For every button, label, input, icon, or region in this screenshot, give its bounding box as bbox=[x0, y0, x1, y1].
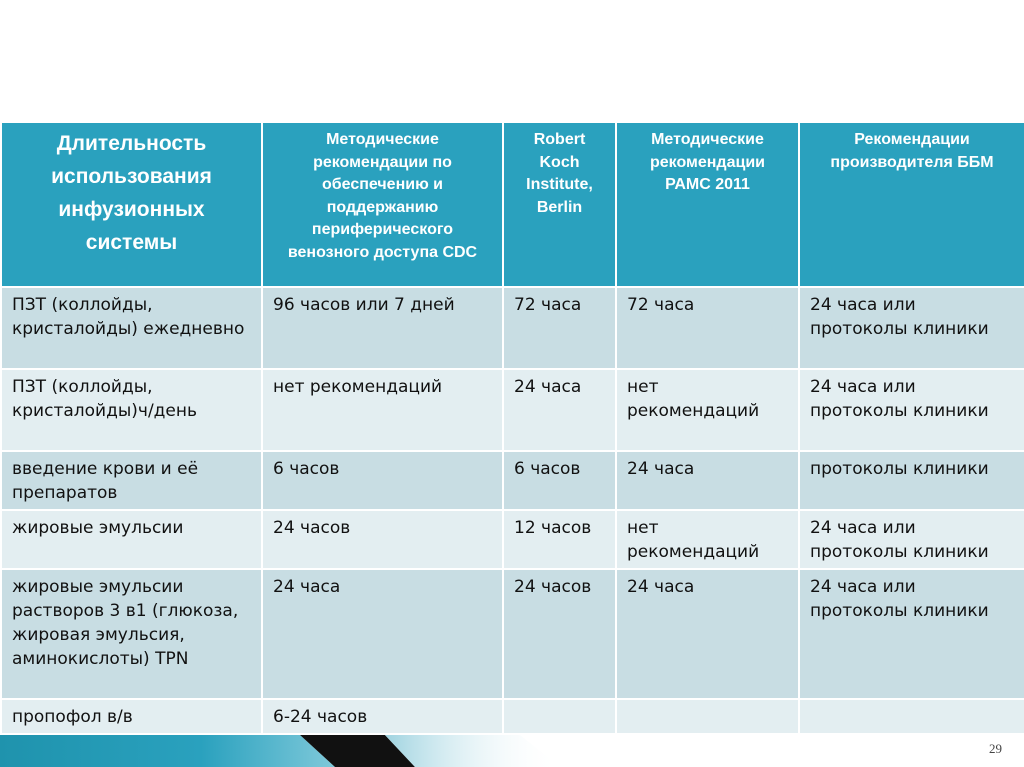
cell-bbm: 24 часа или протоколы клиники bbox=[799, 569, 1024, 699]
cell-rams: 24 часа bbox=[616, 569, 799, 699]
footer-decoration bbox=[0, 731, 1024, 767]
table-row bbox=[1, 510, 1024, 569]
table-row bbox=[1, 451, 1024, 510]
cell-rams: нет рекомендаций bbox=[616, 369, 799, 451]
cell-cdc: нет рекомендаций bbox=[262, 369, 503, 451]
cell-rki: 6 часов bbox=[503, 451, 616, 510]
cell-name: жировые эмульсии растворов 3 в1 (глюкоза, жировая эмульсия, аминокислоты) TPN bbox=[1, 569, 262, 699]
cell-name: введение крови и её препаратов bbox=[1, 451, 262, 510]
cell-name: жировые эмульсии bbox=[1, 510, 262, 569]
infusion-duration-table bbox=[0, 121, 1024, 735]
table-row bbox=[1, 569, 1024, 699]
table-row bbox=[1, 369, 1024, 451]
cell-bbm bbox=[799, 699, 1024, 734]
header-duration: Длительность использования инфузионных системы bbox=[1, 122, 262, 287]
header-rams: Методические рекомендации РАМС 2011 bbox=[616, 122, 799, 287]
cell-cdc: 24 часов bbox=[262, 510, 503, 569]
cell-rki: 12 часов bbox=[503, 510, 616, 569]
table-header-row bbox=[1, 122, 1024, 287]
cell-name: ПЗТ (коллойды, кристалойды)ч/день bbox=[1, 369, 262, 451]
cell-cdc: 6-24 часов bbox=[262, 699, 503, 734]
header-cdc: Методические рекомендации по обеспечению и поддержанию периферического венозного доступа CDC bbox=[262, 122, 503, 287]
cell-name: ПЗТ (коллойды, кристалойды) ежедневно bbox=[1, 287, 262, 369]
cell-rki bbox=[503, 699, 616, 734]
cell-cdc: 24 часа bbox=[262, 569, 503, 699]
cell-rams: 24 часа bbox=[616, 451, 799, 510]
cell-rams: 72 часа bbox=[616, 287, 799, 369]
cell-rams bbox=[616, 699, 799, 734]
cell-bbm: 24 часа или протоколы клиники bbox=[799, 287, 1024, 369]
table-row bbox=[1, 287, 1024, 369]
cell-name: пропофол в/в bbox=[1, 699, 262, 734]
cell-cdc: 6 часов bbox=[262, 451, 503, 510]
cell-bbm: протоколы клиники bbox=[799, 451, 1024, 510]
cell-rki: 72 часа bbox=[503, 287, 616, 369]
page-number: 29 bbox=[989, 741, 1002, 756]
table-row bbox=[1, 699, 1024, 734]
cell-rams: нет рекомендаций bbox=[616, 510, 799, 569]
cell-rki: 24 часа bbox=[503, 369, 616, 451]
header-bbm: Рекомендации производителя ББМ bbox=[799, 122, 1024, 287]
header-rki: Robert Koch Institute, Berlin bbox=[503, 122, 616, 287]
cell-cdc: 96 часов или 7 дней bbox=[262, 287, 503, 369]
cell-bbm: 24 часа или протоколы клиники bbox=[799, 369, 1024, 451]
cell-bbm: 24 часа или протоколы клиники bbox=[799, 510, 1024, 569]
cell-rki: 24 часов bbox=[503, 569, 616, 699]
